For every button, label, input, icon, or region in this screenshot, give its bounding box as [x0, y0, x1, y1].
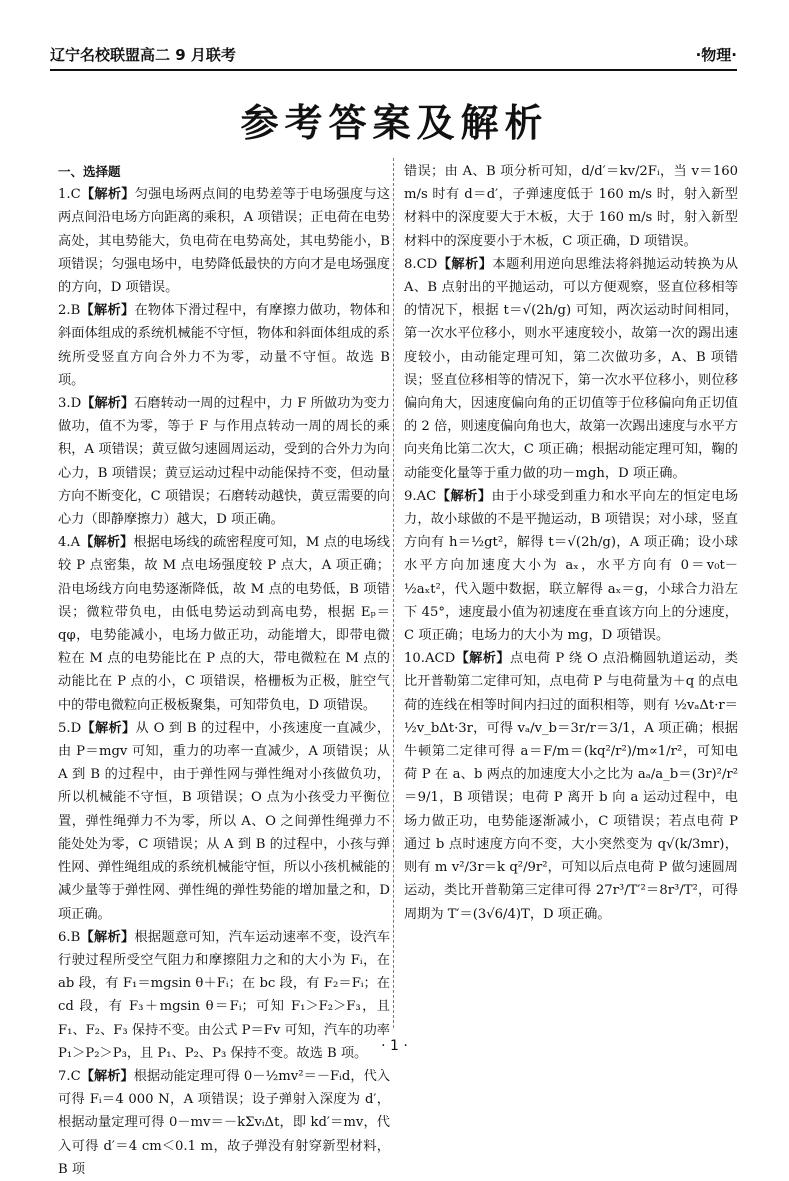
answer-item [404, 253, 738, 485]
answer-text: 石磨转动一周的过程中，力 F 所做功为变力做功，值不为零，等于 F 与作用点转动一周的周长的乘积，A 项错误；黄豆做匀速圆周运动，受到的合外力为向心力，B 项错误；黄豆运动过程中动能保持不变，但动量方向不断变化，C 项错误；石磨转动越快，黄豆需要的向心力（即静摩擦力）越大，D 项正确。 [58, 396, 390, 528]
analysis-tag: 【解析】 [455, 651, 510, 667]
answer-number: 4.A [58, 535, 81, 551]
answer-number: 10.ACD [404, 651, 456, 667]
answer-item [404, 160, 738, 253]
analysis-tag: 【解析】 [436, 488, 492, 504]
page-number: · 1 · [381, 1038, 408, 1054]
analysis-tag: 【解析】 [80, 187, 135, 203]
answer-number: 7.C [58, 1068, 81, 1084]
section-title: 一、选择题 [58, 164, 121, 179]
column-divider [393, 158, 394, 1028]
answer-text: 在物体下滑过程中，有摩擦力做功，物体和斜面体组成的系统机械能不守恒，物体和斜面体组成的系统所受竖直方向合外力不为零，动量不守恒。故选 B 项。 [58, 303, 391, 388]
answer-text: 匀强电场两点间的电势差等于电场强度与这两点间沿电场方向距离的乘积，A 项错误；正电荷在电势高处，其电势能大，负电荷在电势高处，其电势能小，B 项错误；匀强电场中，电势降低最快的方向才是电场强度的方向，D 项错误。 [58, 187, 391, 296]
exam-name: 辽宁名校联盟高二 9 月联考 [50, 46, 236, 64]
answer-text: 根据题意可知，汽车运动速率不变，设汽车行驶过程所受空气阻力和摩擦阻力之和的大小为 Fᵢ，在 ab 段，有 F₁＝mgsin θ＋Fᵢ；在 bc 段，有 F₂＝Fᵢ；在 cd 段，有 F₃＋mgsin θ＝Fᵢ；可知 F₁＞F₂＞F₃，且 F₁、F₂、F₃ 保持不变。由公式 P＝Fv 可知，汽车的功率 P₁＞P₂＞P₃，且 P₁、P₂、P₃ 保持不变。故选 B 项。 [58, 929, 391, 1061]
answer-text: 根据电场线的疏密程度可知，M 点的电场线较 P 点密集，故 M 点电场强度较 P 点大，A 项正确；沿电场线方向电势逐渐降低，故 M 点的电势低，B 项错误；微粒带负电，由低电势运动到高电势，根据 Eₚ＝qφ，电势能减小，电场力做正功，动能增大，即带电微粒在 M 点的电势能比在 P 点的大，带电微粒在 M 点的动能比在 P 点的小，C 项错误，格栅板为正极，脏空气中的带电微粒向正极板聚集，可知带负电，D 项错误。 [58, 535, 390, 713]
answer-number: 5.D [58, 720, 82, 736]
answer-item [404, 485, 738, 647]
answer-item [58, 392, 390, 531]
answer-item [58, 1065, 390, 1181]
answer-text: 根据动能定理可得 0－½mv²＝－Fᵢd，代入可得 Fᵢ＝4 000 N，A 项错误；设子弹射入深度为 d′，根据动量定理可得 0－mv＝－kΣvᵢΔt，即 kd′＝mv，代入可得 d′＝4 cm＜0.1 m，故子弹没有射穿新型材料，B 项 [58, 1068, 391, 1177]
analysis-tag: 【解析】 [80, 535, 134, 551]
answer-text: 本题利用逆向思维法将斜抛运动转换为从 A、B 点射出的平抛运动，可以方便观察，竖直位移相等的情况下，根据 t＝√(2h/g) 可知，两次运动时间相同，第一次水平位移小，则水平速度较小，故第一次的踢出速度较小，由动能定理可知，第二次做功多，A、B 项错误；竖直位移相等的情况下，第一次水平位移小，则位移偏向角大，因速度偏向角的正切值等于位移偏向角正切值的 2 倍，则速度偏向角也大，故第一次踢出速度与水平方向夹角比第二次大，C 项正确；根据动能定理可知，鞠的动能变化量等于重力做的功－mgh，D 项正确。 [404, 256, 739, 481]
left-column [58, 160, 390, 1181]
right-column [404, 160, 738, 926]
analysis-tag: 【解析】 [80, 929, 135, 945]
analysis-tag: 【解析】 [81, 720, 136, 736]
answer-number: 8.CD [404, 256, 438, 272]
answer-item [58, 717, 390, 926]
page-title: 参考答案及解析 [240, 101, 549, 145]
analysis-tag: 【解析】 [437, 256, 493, 272]
analysis-tag: 【解析】 [80, 303, 135, 319]
page-header [50, 44, 737, 68]
answer-item [58, 183, 390, 299]
answer-item [58, 531, 390, 717]
answer-text: 点电荷 P 绕 O 点沿椭圆轨道运动，类比开普勒第二定律可知，点电荷 P 与电荷量为＋q 的点电荷的连线在相等时间内扫过的面积相等，则有 ½vₐΔt·r＝½v_bΔt·3r，可得 vₐ/v_b＝3r/r＝3/1，A 项正确；根据牛顿第二定律可得 a＝F/m＝(kq²/r²)/m∝1/r²，可知电荷 P 在 a、b 两点的加速度大小之比为 aₐ/a_b＝(3r)²/r²＝9/1，B 项错误；电荷 P 离开 b 向 a 运动过程中，电场力做正功，电势能逐渐减小，C 项错误；若点电荷 P 通过 b 点时速度方向不变，大小突然变为 q√(k/3mr)，则有 m v²/3r＝k q²/9r²，可知以后点电荷 P 做匀速圆周运动，类比开普勒第三定律可得 27r³/T′²＝8r³/T²，可得周期为 T′＝(3√6/4)T，D 项正确。 [404, 651, 738, 922]
analysis-tag: 【解析】 [80, 1068, 134, 1084]
answer-item [58, 299, 390, 392]
answer-number: 3.D [58, 396, 82, 412]
answer-text: 错误；由 A、B 项分析可知，d/d′＝kv/2Fᵢ，当 v＝160 m/s 时有 d＝d′，子弹速度低于 160 m/s 时，射入新型材料中的深度要大于木板，大于 160 m/s 时，射入新型材料中的深度要小于木板，C 项正确，D 项错误。 [404, 164, 738, 249]
answer-text: 由于小球受到重力和水平向左的恒定电场力，故小球做的不是平抛运动，B 项错误；对小球，竖直方向有 h＝½gt²，解得 t＝√(2h/g)，A 项正确；设小球水平方向加速度大小为 aₓ，水平方向有 0＝v₀t－½aₓt²，代入题中数据，联立解得 aₓ＝g，小球合力沿左下 45°，速度最小值为初速度在垂直该方向上的分速度，C 项正确；电场力的大小为 mg，D 项错误。 [404, 488, 739, 644]
answer-number: 9.AC [404, 488, 437, 504]
answer-text: 从 O 到 B 的过程中，小孩速度一直减少，由 P＝mgv 可知，重力的功率一直减少，A 项错误；从 A 到 B 的过程中，由于弹性网与弹性绳对小孩做负功，所以机械能不守恒，B 项错误；O 点为小孩受力平衡位置，弹性绳弹力不为零，所以 A、O 之间弹性绳弹力不能处处为零，C 项错误；从 A 到 B 的过程中，小孩与弹性网、弹性绳组成的系统机械能守恒，所以小孩机械能的减少量等于弹性网、弹性绳的弹性势能的增加量之和，D 项正确。 [58, 720, 391, 922]
header-rule [50, 69, 737, 71]
answer-item [404, 647, 738, 925]
answer-number: 1.C [58, 187, 81, 203]
answer-number: 6.B [58, 929, 81, 945]
answer-number: 2.B [58, 303, 81, 319]
subject-label: ·物理· [695, 46, 737, 64]
analysis-tag: 【解析】 [81, 396, 135, 412]
